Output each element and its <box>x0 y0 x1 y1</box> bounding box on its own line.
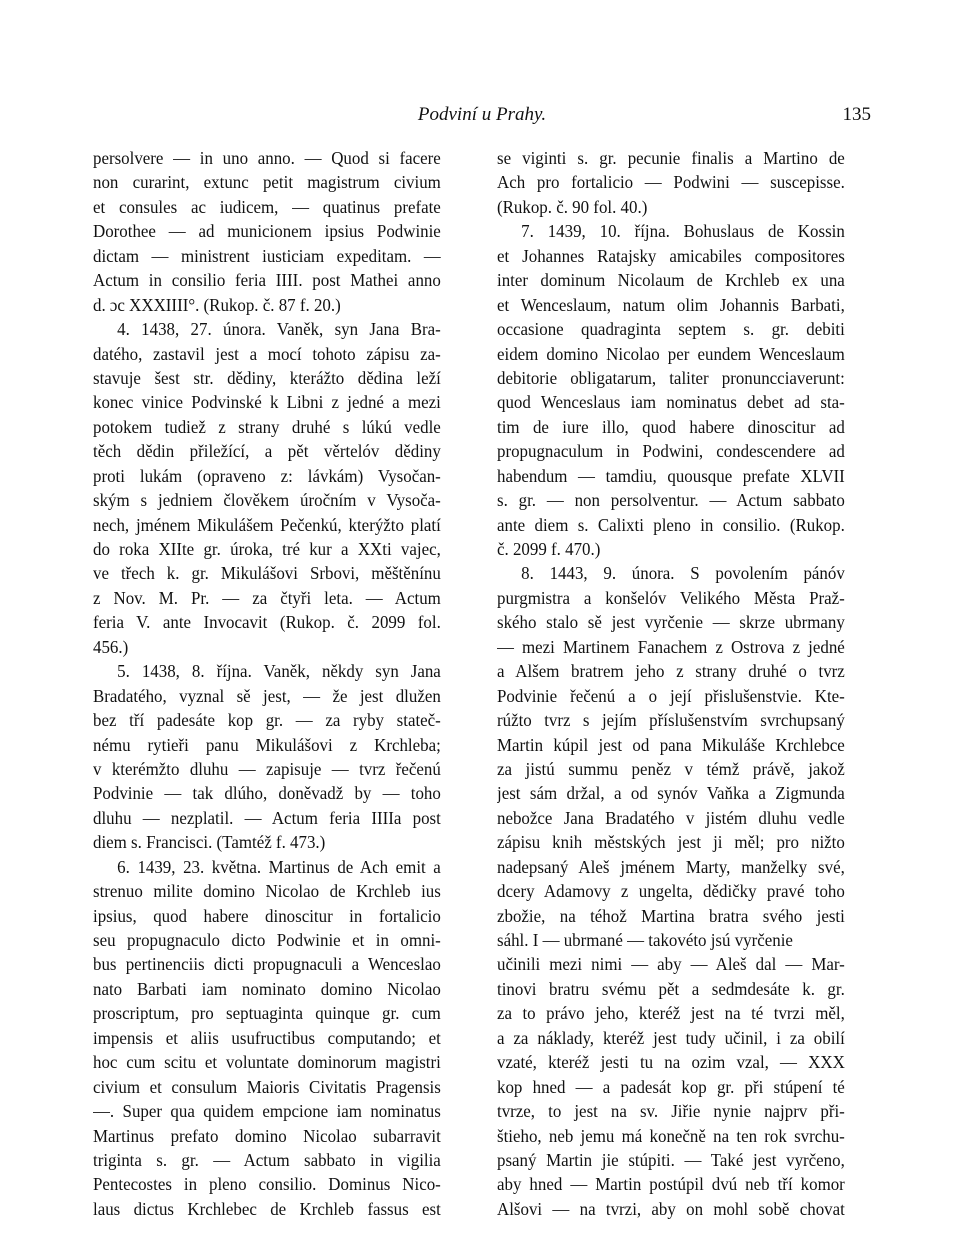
text-line: dluhu — nezplatil. — Actum feria IIIIa post <box>93 807 441 828</box>
page-number: 135 <box>842 104 871 125</box>
text-line: nech, jménem Mikulášem Pečenkú, kterýžto platí <box>93 514 441 535</box>
text-line: vzaté, kteréž jesti tu na ozim vzal, — XXX <box>497 1052 845 1073</box>
text-line: eidem domino Nicolao per eundem Wenceslaum <box>497 343 845 364</box>
text-line: d. ɔc XXXIIII°. (Rukop. č. 87 f. 20.) <box>93 294 341 315</box>
text-line: Actum in consilio feria IIII. post Mathei anno <box>93 270 441 291</box>
text-line: persolvere — in uno anno. — Quod si facere <box>93 148 441 168</box>
text-line: jest sám držal, a od synóv Vaňka a Zigmunda <box>497 783 845 804</box>
text-line: et consules ac iudicem, — quatinus prefate <box>93 196 441 217</box>
text-line: č. 2099 f. 470.) <box>497 539 601 559</box>
text-line: s. gr. — non persolventur. — Actum sabbato <box>497 490 845 511</box>
text-line: Ach pro fortalicio — Podwini — suscepisse. <box>497 172 845 193</box>
text-line: 5. 1438, 8. října. Vaněk, někdy syn Jana <box>117 661 441 682</box>
text-line: Pentecostes in pleno consilio. Dominus Nico- <box>93 1174 441 1195</box>
text-line: ipsius, quod habere dinoscitur in fortalicio <box>93 905 441 926</box>
text-line: ským s jedniem člověkem úročním v Vysoča- <box>93 490 441 511</box>
text-line: nato Barbati iam nominato domino Nicolao <box>93 978 441 999</box>
text-line: Podvinie — tak dlúho, doněvadž by — toho <box>93 783 441 804</box>
text-line: purgmistra a konšelóv Velikého Města Praž- <box>497 587 845 608</box>
text-line: aby hned — Martin postúpil dvú neb tří komor <box>497 1174 845 1195</box>
text-line: bez tří padesáte kop gr. — za ryby stateč- <box>93 710 441 731</box>
text-line: Martinus prefato domino Nicolao subarravit <box>93 1125 441 1146</box>
right-column <box>497 146 845 1221</box>
text-line: seu propugnaculo dicto Podwinie et in omni- <box>93 930 441 950</box>
text-line: Podvinie řečenú a o její přislušenstvie. Kte- <box>497 685 845 706</box>
text-line: hoc cum scitu et voluntate dominorum magistri <box>93 1052 441 1073</box>
text-line: proti lukám (opraveno z: lávkám) Vysočan- <box>93 465 441 486</box>
text-line: feria V. ante Invocavit (Rukop. č. 2099 fol. <box>93 612 441 633</box>
text-line: bus pertinenciis dicti propugnaculi a Wenceslao <box>93 954 441 975</box>
text-line: ve třech k. gr. Mikulášovi Srbovi, měštěnínu <box>93 563 441 584</box>
text-line: nebožce Jana Bradatého v jistém dluhu vedle <box>497 807 845 828</box>
text-line: diem s. Francisci. (Tamtéž f. 473.) <box>93 832 326 853</box>
text-line: civium et consulum Maioris Civitatis Pragensis <box>93 1076 441 1097</box>
text-line: zápisu knih městských jest ji měl; pro nižto <box>497 832 845 853</box>
text-line: ante diem s. Calixti pleno in consilio. (Rukop. <box>497 514 845 535</box>
text-line: a Alšem bratrem jeho z strany druhé o tvrz <box>497 661 845 682</box>
text-line: 6. 1439, 23. května. Martinus de Ach emit a <box>117 856 441 877</box>
text-line: laus dictus Krchlebec de Krchleb fassus est <box>93 1198 441 1219</box>
text-line: debitorie obligatarum, taliter pronuncciaverunt: <box>497 367 845 388</box>
text-line: occasione quadraginta septem s. gr. debiti <box>497 319 845 340</box>
text-line: nadepsaný Aleš jménem Marty, manželky své, <box>497 856 845 877</box>
text-line: potokem tudiež z strany druhé s lúkú vedle <box>93 416 441 437</box>
text-line: psaný Martin jie stúpiti. — Také jest vyrčeno, <box>497 1149 845 1170</box>
text-line: zbožie, na téhož Martina bratra svého jesti <box>497 905 845 926</box>
text-line: rúžto tvrz s jejím příslušenstvím svrchupsaný <box>497 710 845 731</box>
text-line: stavuje šest str. dědiny, kterážto dědina leží <box>93 367 441 388</box>
text-line: et Johannes Ratajsky amicabiles compositores <box>497 245 845 266</box>
text-line: dictam — ministrent iusticiam expeditam. — <box>93 245 441 266</box>
text-line: Dorothee — ad municionem ipsius Podwinie <box>93 221 441 242</box>
text-line: konec vinice Podvinské k Libni z jedné a mezi <box>93 392 441 413</box>
text-line: 456.) <box>93 636 129 657</box>
text-line: proscriptum, pro septuaginta quinque gr. cum <box>93 1003 441 1024</box>
text-line: Martin kúpil jest od pana Mikuláše Krchlebce <box>497 734 845 755</box>
text-line: tvrze, to jest na sv. Jiřie nynie najprv při- <box>497 1101 845 1122</box>
text-line: štieho, neb jemu má konečně na ten rok svrchu- <box>497 1125 845 1146</box>
text-line: triginta s. gr. — Actum sabbato in vigilia <box>93 1149 441 1170</box>
left-column <box>93 146 441 1221</box>
text-line: v kterémžto dluhu — zapisuje — tvrz řečenú <box>93 758 441 779</box>
text-line: za to právo jeho, kteréž jest na té tvrzi měl, <box>497 1003 845 1024</box>
text-line: inter dominum Nicolaum de Krchleb ex una <box>497 270 845 291</box>
text-line: — mezi Martinem Fanachem z Ostrova z jedné <box>497 636 845 657</box>
text-line: habendum — tamdiu, quousque prefate XLVII <box>497 465 845 486</box>
text-line: a za náklady, kteréž jest tudy učinil, i za obilí <box>497 1027 845 1048</box>
text-line: datého, zastavil jest a mocí tohoto zápisu za- <box>93 343 441 364</box>
text-line: propugnaculum in Podwini, condescendere ad <box>497 441 845 462</box>
text-line: těch dědin přiležící, a pět věrtelóv dědiny <box>93 441 441 462</box>
text-line: dcery Adamovy z ungelta, dědičky pravé toho <box>497 881 845 902</box>
running-title: Podviní u Prahy. <box>417 104 547 125</box>
text-line: Alšovi — na tvrzi, aby on mohl sobě chovat <box>497 1198 845 1219</box>
text-line: učinili mezi nimi — aby — Aleš dal — Mar- <box>497 954 845 975</box>
text-line: 7. 1439, 10. října. Bohuslaus de Kossin <box>521 221 845 242</box>
text-line: z Nov. M. Pr. — za čtyři leta. — Actum <box>93 587 441 608</box>
page-header <box>93 102 871 132</box>
text-line: impensis et aliis usufructibus computando; et <box>93 1027 441 1048</box>
text-line: nému rytieři panu Mikulášovi z Krchleba; <box>93 734 441 755</box>
text-line: 8. 1443, 9. února. S povolením pánóv <box>521 563 845 584</box>
text-line: sáhl. I — ubrmané — takovéto jsú vyrčenie <box>497 930 793 950</box>
text-line: ského stalo sě jest vyrčenie — skrze ubrmany <box>497 612 845 633</box>
text-line: et Wenceslaum, natum olim Johannis Barbati, <box>497 294 845 315</box>
text-line: 4. 1438, 27. února. Vaněk, syn Jana Bra- <box>117 319 441 340</box>
text-line: kop hned — a padesát kop gr. při stúpení té <box>497 1076 845 1097</box>
text-line: Bradatého, vyznal sě jest, — že jest dlužen <box>93 685 441 706</box>
text-line: do roka XIIte gr. úroka, tré kur a XXti vajec, <box>93 539 441 559</box>
text-line: —. Super qua quidem empcione iam nominatus <box>93 1101 441 1122</box>
text-line: za jistú summu peněz v témž právě, jakož <box>497 758 845 779</box>
text-line: se viginti s. gr. pecunie finalis a Martino de <box>497 148 845 168</box>
text-line: strenuo milite domino Nicolao de Krchleb ius <box>93 881 441 902</box>
text-line: tim de iure illo, quod habere dinoscitur ad <box>497 416 845 437</box>
text-line: quod Wenceslaus iam nominatus debet ad sta- <box>497 392 845 413</box>
text-line: tinovi bratru svému pět a sedmdesáte k. gr. <box>497 978 845 999</box>
text-line: (Rukop. č. 90 fol. 40.) <box>497 196 648 217</box>
text-line: non curarint, extunc petit magistrum civium <box>93 172 441 193</box>
